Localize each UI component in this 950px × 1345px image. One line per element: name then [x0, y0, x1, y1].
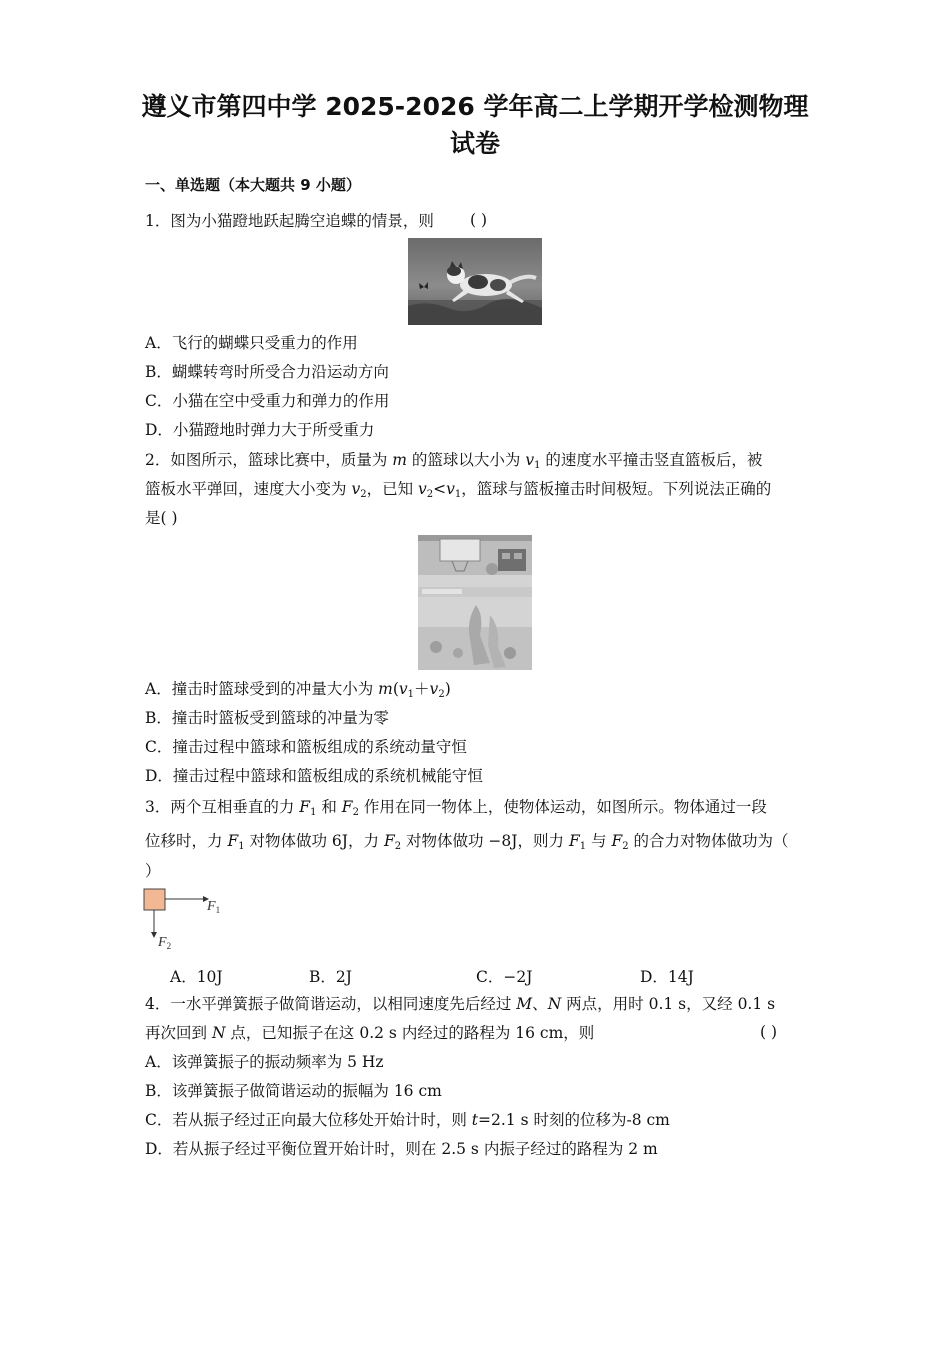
- q1-stem: 1．图为小猫蹬地跃起腾空追蝶的情景，则: [145, 212, 434, 230]
- q2-option-d: D．撞击过程中篮球和篮板组成的系统机械能守恒: [145, 767, 483, 785]
- q4-stem-line-2: 再次回到 N 点，已知振子在这 0.2 s 内经过的路程为 16 cm，则: [145, 1024, 595, 1042]
- q4-stem-line-1: 4．一水平弹簧振子做简谐运动，以相同速度先后经过 M、N 两点，用时 0.1 s，又经 0.1 s: [145, 995, 776, 1013]
- section-heading: 一、单选题（本大题共 9 小题）: [145, 176, 361, 194]
- q2-stem-line-3: 是( ): [145, 509, 178, 527]
- title-line-2: 试卷: [449, 129, 500, 158]
- f1-label: $F_1$: [207, 899, 221, 915]
- q4-answer-paren: ( ): [760, 1023, 778, 1041]
- exam-title: [100, 88, 850, 162]
- basketball-photo: [418, 535, 532, 670]
- q3-option-a: A．10J: [170, 968, 223, 986]
- q1-option-d: D．小猫蹬地时弹力大于所受重力: [145, 421, 375, 439]
- q2-option-b: B．撞击时篮板受到篮球的冲量为零: [145, 709, 389, 727]
- q3-stem-line-1: 3．两个互相垂直的力 $F_1$ 和 $F_2$ 作用在同一物体上，使物体运动，如图所示。物体通过一段: [145, 798, 767, 818]
- q3-option-c: C．−2J: [476, 968, 533, 986]
- q2-option-a: A．撞击时篮球受到的冲量大小为 $m(v_1+v_2)$: [145, 680, 451, 700]
- q2-stem-line-1: 2．如图所示，篮球比赛中，质量为 m 的篮球以大小为 $v_1$ 的速度水平撞击竖直篮板后，被: [145, 451, 763, 471]
- q4-option-c: C．若从振子经过正向最大位移处开始计时，则 t=2.1 s 时刻的位移为-8 cm: [145, 1111, 670, 1129]
- q2-option-c: C．撞击过程中篮球和篮板组成的系统动量守恒: [145, 738, 467, 756]
- q1-option-c: C．小猫在空中受重力和弹力的作用: [145, 392, 390, 410]
- force-diagram: [140, 885, 240, 955]
- cat-butterfly-photo: [408, 238, 542, 325]
- q1-option-b: B．蝴蝶转弯时所受合力沿运动方向: [145, 363, 389, 381]
- q4-option-a: A．该弹簧振子的振动频率为 5 Hz: [145, 1053, 384, 1071]
- block: [144, 889, 165, 910]
- q4-option-b: B．该弹簧振子做简谐运动的振幅为 16 cm: [145, 1082, 442, 1100]
- q3-option-b: B．2J: [309, 968, 352, 986]
- q2-stem-line-2: 篮板水平弹回，速度大小变为 $v_2$，已知 $v_2<v_1$，篮球与篮板撞击时间极短。下列说法正确的: [145, 480, 772, 500]
- q1-answer-paren: ( ): [470, 211, 488, 229]
- q4-option-d: D．若从振子经过平衡位置开始计时，则在 2.5 s 内振子经过的路程为 2 m: [145, 1140, 658, 1158]
- f2-label: $F_2$: [158, 935, 172, 951]
- q3-stem-line-2: 位移时，力 $F_1$ 对物体做功 6J，力 $F_2$ 对物体做功 −8J，则力 $F_1$ 与 $F_2$ 的合力对物体做功为（: [145, 832, 789, 852]
- q3-option-d: D．14J: [640, 968, 694, 986]
- q1-option-a: A．飞行的蝴蝶只受重力的作用: [145, 334, 358, 352]
- title-line-1: 遵义市第四中学 2025-2026 学年高二上学期开学检测物理: [141, 92, 809, 121]
- q3-stem-line-3: ）: [145, 862, 161, 880]
